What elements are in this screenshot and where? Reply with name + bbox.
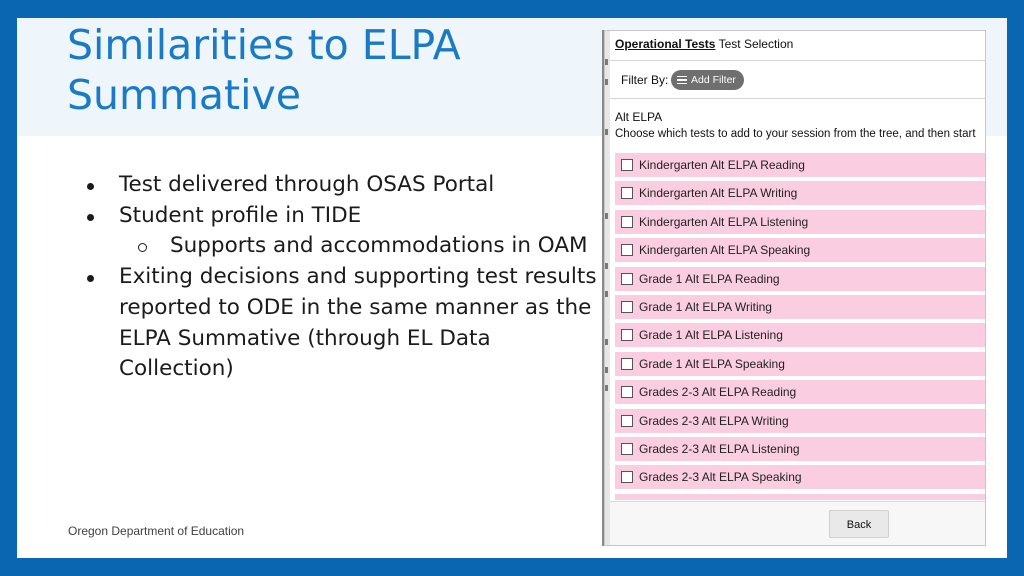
test-selection-screenshot [604,30,986,546]
sub-bullet-item [83,231,603,262]
add-filter-button[interactable] [671,70,744,90]
test-row[interactable] [615,409,985,433]
bottom-bar [610,501,985,546]
test-checkbox[interactable] [621,415,633,427]
test-row[interactable] [615,181,985,205]
bullet-text: Exiting decisions and supporting test results reported to ODE in the same manner as the ELPA Summative (through EL Data Collection) [119,264,597,382]
filter-lines-icon [677,76,687,84]
test-checkbox[interactable] [621,273,633,285]
instruction-text: Choose which tests to add to your session from the tree, and then start [615,128,976,140]
test-row[interactable] [615,323,985,347]
test-row[interactable] [615,437,985,461]
test-label: Kindergarten Alt ELPA Writing [639,186,798,201]
test-checkbox[interactable] [621,329,633,341]
test-checkbox[interactable] [621,187,633,199]
test-row-partial [615,494,985,500]
test-label: Grade 1 Alt ELPA Writing [639,299,772,314]
test-label: Grades 2-3 Alt ELPA Writing [639,413,789,428]
test-label: Grade 1 Alt ELPA Listening [639,328,783,343]
slide [17,18,1007,558]
test-checkbox[interactable] [621,301,633,313]
test-label: Kindergarten Alt ELPA Speaking [639,243,811,258]
bullet-item [83,262,603,385]
test-checkbox[interactable] [621,159,633,171]
filter-label: Filter By: [621,73,669,87]
test-label: Grades 2-3 Alt ELPA Speaking [639,470,802,485]
test-checkbox[interactable] [621,244,633,256]
bullet-item [83,201,603,232]
test-label: Grades 2-3 Alt ELPA Listening [639,441,800,456]
bullet-dot-icon [87,275,94,282]
bullet-dot-icon [87,183,94,190]
add-filter-label: Add Filter [691,74,736,86]
test-checkbox[interactable] [621,443,633,455]
test-row[interactable] [615,267,985,291]
bullet-text: Supports and accommodations in OAM [170,233,588,259]
cropped-edge [605,31,610,545]
test-label: Grade 1 Alt ELPA Speaking [639,356,785,371]
section-label: Alt ELPA [615,110,663,124]
test-row[interactable] [615,210,985,234]
test-label: Grades 2-3 Alt ELPA Reading [639,385,797,400]
bullet-text: Test delivered through OSAS Portal [119,172,495,197]
bullet-dot-icon [87,214,94,221]
test-label: Kindergarten Alt ELPA Reading [639,158,805,172]
footer-org-name: Oregon Department of Education [68,524,245,538]
test-checkbox[interactable] [621,386,633,398]
bullet-item [83,170,603,201]
operational-tests-link[interactable]: Operational Tests [615,37,716,51]
test-checkbox[interactable] [621,471,633,483]
test-row[interactable] [615,153,985,177]
divider [610,98,985,99]
test-row[interactable] [615,380,985,404]
page-header [615,37,793,51]
test-row[interactable] [615,238,985,262]
test-row[interactable] [615,352,985,376]
back-button[interactable]: Back [829,510,889,538]
bullet-ring-icon [138,243,147,252]
slide-title: Similarities to ELPA Summative [67,21,461,119]
bullet-list [83,170,603,385]
test-label: Grade 1 Alt ELPA Reading [639,271,780,286]
test-label: Kindergarten Alt ELPA Listening [639,214,809,229]
test-checkbox[interactable] [621,358,633,370]
header-title: Test Selection [718,37,794,51]
test-checkbox[interactable] [621,216,633,228]
test-row[interactable] [615,465,985,489]
bullet-text: Student profile in TIDE [119,202,362,228]
divider [610,60,985,61]
test-list [615,153,985,500]
test-row[interactable] [615,295,985,319]
